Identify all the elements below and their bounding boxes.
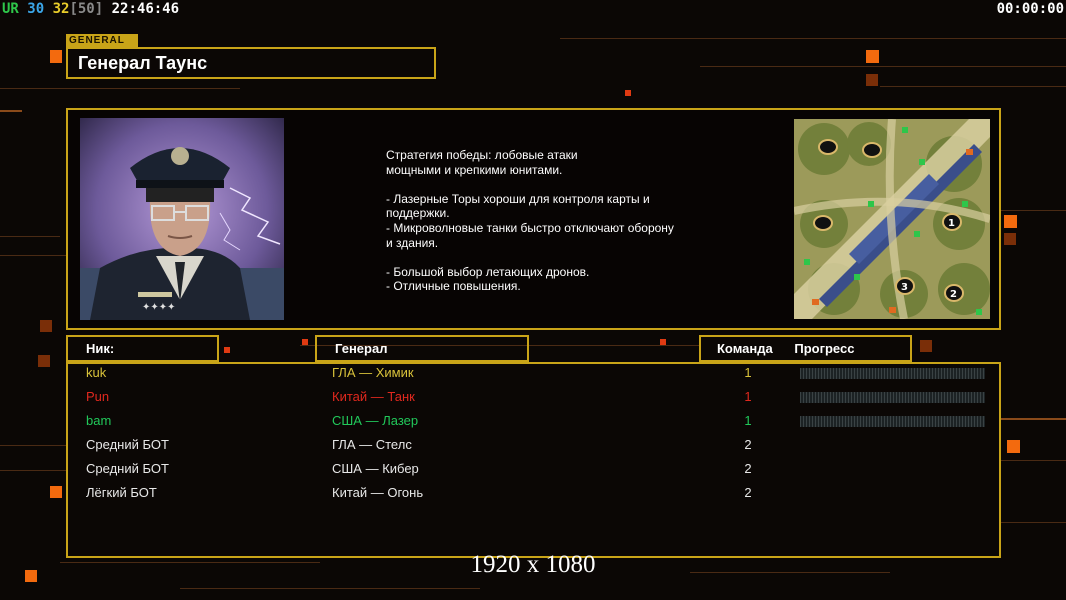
header-team-progress [699,335,912,362]
player-general: США — Кибер [332,461,419,476]
max-players: [50] [69,1,104,17]
player-team: 2 [744,485,752,500]
resolution-label: 1920 x 1080 [470,551,596,578]
player-progress-bar [800,392,985,403]
header-general: Генерал [315,335,529,362]
player-general: США — Лазер [332,413,419,428]
clock: 22:46:46 [111,1,180,17]
player-team: 2 [744,461,752,476]
player-progress-bar [800,416,985,427]
player-progress-bar [800,368,985,379]
ur-value: 30 [27,1,45,17]
player-general: ГЛА — Химик [332,365,414,380]
minimap [794,119,990,319]
player-nick: Pun [86,389,110,404]
player-nick: Лёгкий БОТ [86,485,157,500]
player-team: 1 [744,365,752,380]
player-team: 1 [744,389,752,404]
player-nick: Средний БОТ [86,437,169,452]
general-description: Стратегия победы: лобовые атаки мощными и крепкими юнитами. - Лазерные Торы хороши для контроля карты и поддержки. - Микроволновые танки быстро отключают оборону и здания. - Большой выбор летающих дронов. - Отличные повышения. [386,148,674,294]
svg-text:✦✦✦✦: ✦✦✦✦ [142,302,176,313]
general-portrait [80,118,284,320]
general-name: Генерал Таунс [66,47,436,79]
player-team: 2 [744,437,752,452]
player-nick: Средний БОТ [86,461,169,476]
minimap-start-3: 3 [901,282,908,293]
header-progress: Прогресс [794,341,855,356]
general-tag: GENERAL [66,34,138,47]
game-timer: 00:00:00 [996,1,1064,17]
player-general: Китай — Огонь [332,485,424,500]
player-general: Китай — Танк [332,389,415,404]
player-team: 1 [744,413,752,428]
minimap-start-2: 2 [950,289,957,300]
player-general: ГЛА — Стелс [332,437,412,452]
hud-status [2,0,179,18]
header-nick: Ник: [66,335,219,362]
player-nick: bam [86,413,112,428]
player-nick: kuk [86,365,107,380]
player-count: 32 [52,1,70,17]
ur-label: UR [2,1,19,17]
header-team: Команда [717,341,773,356]
minimap-start-1: 1 [948,218,955,229]
